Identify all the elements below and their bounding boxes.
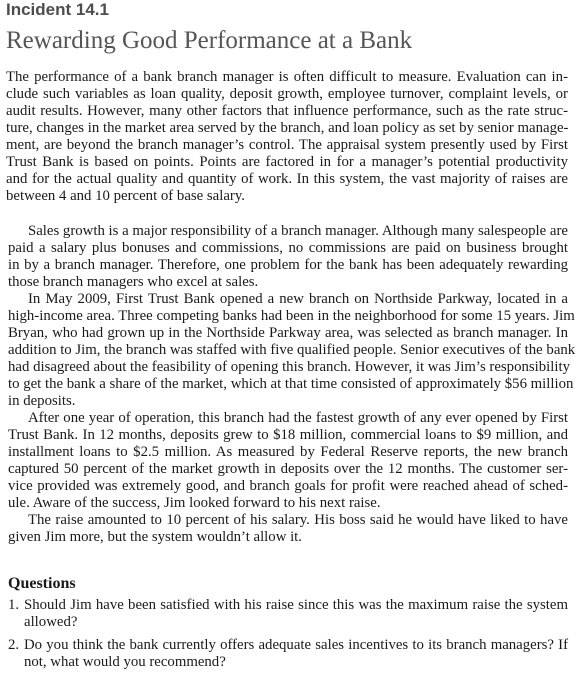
text-line: captured 50 percent of the market growth in deposits over the 12 months. The customer ser- xyxy=(8,461,568,477)
text-line: installment loans to $2.5 million. As measured by Federal Reserve reports, the new branch xyxy=(8,444,568,460)
text-line: in deposits. xyxy=(8,393,76,409)
text-line: to get the bank a share of the market, which at that time consisted of approximately $56 million xyxy=(8,376,574,392)
question-text-line: Should Jim have been satisfied with his raise since this was the maximum raise the system xyxy=(24,597,568,613)
question-number: 1. xyxy=(8,597,20,613)
text-line: audit results. However, many other factors that influence performance, such as the rate struc- xyxy=(6,103,568,119)
text-line: Bryan, who had grown up in the Northside Parkway area, was selected as branch manager. In xyxy=(8,325,568,341)
questions-list xyxy=(8,597,568,676)
question-text-line: Do you think the bank currently offers adequate sales incentives to its branch managers? If xyxy=(24,637,568,653)
text-line: ment, are beyond the branch manager’s control. The appraisal system presently used by First xyxy=(6,137,568,153)
text-line: ture, changes in the market area served by the branch, and loan policy as set by senior manage- xyxy=(6,120,569,136)
incident-label: Incident 14.1 xyxy=(6,0,109,19)
text-line: and for the actual quality and quantity of work. In this system, the vast majority of raises are xyxy=(6,171,568,187)
question-number: 2. xyxy=(8,637,20,653)
page-title: Rewarding Good Performance at a Bank xyxy=(6,27,413,54)
text-line: In May 2009, First Trust Bank opened a new branch on Northside Parkway, located in a xyxy=(28,291,568,307)
text-line: given Jim more, but the system wouldn’t allow it. xyxy=(8,529,302,545)
text-line: addition to Jim, the branch was staffed with five qualified people. Senior executives of the bank xyxy=(8,342,576,358)
intro-paragraph xyxy=(6,69,568,205)
text-line: had disagreed about the feasibility of opening this branch. However, it was Jim’s responsibility xyxy=(8,359,570,375)
text-line: The performance of a bank branch manager is often difficult to measure. Evaluation can in- xyxy=(6,69,568,85)
question-text-line: not, what would you recommend? xyxy=(24,654,226,670)
question-text-line: allowed? xyxy=(24,614,78,630)
text-line: ule. Aware of the success, Jim looked forward to his next raise. xyxy=(8,495,381,511)
text-line: clude such variables as loan quality, deposit growth, employee turnover, complaint levels, or xyxy=(6,86,568,102)
text-line: Sales growth is a major responsibility of a branch manager. Although many salespeople are xyxy=(28,223,568,239)
text-line: high-income area. Three competing banks had been in the neighborhood for some 15 years. Jim xyxy=(8,308,575,324)
question-item xyxy=(8,637,568,671)
questions-heading: Questions xyxy=(8,575,76,592)
text-line: The raise amounted to 10 percent of his salary. His boss said he would have liked to have xyxy=(28,512,568,528)
text-line: Trust Bank. In 12 months, deposits grew to $18 million, commercial loans to $9 million, and xyxy=(8,427,568,443)
text-line: vice provided was extremely good, and branch goals for profit were reached ahead of sched- xyxy=(8,478,568,494)
text-line: between 4 and 10 percent of base salary. xyxy=(6,188,245,204)
body-text xyxy=(8,223,576,546)
text-line: those branch managers who excel at sales. xyxy=(8,274,259,290)
question-item xyxy=(8,597,568,631)
text-line: Trust Bank is based on points. Points are factored in for a manager’s potential productivity xyxy=(6,154,568,170)
text-line: in by a branch manager. Therefore, one problem for the bank has been adequately rewarding xyxy=(8,257,568,273)
text-line: paid a salary plus bonuses and commissions, no commissions are paid on business brought xyxy=(8,240,568,256)
text-line: After one year of operation, this branch had the fastest growth of any ever opened by First xyxy=(28,410,568,426)
